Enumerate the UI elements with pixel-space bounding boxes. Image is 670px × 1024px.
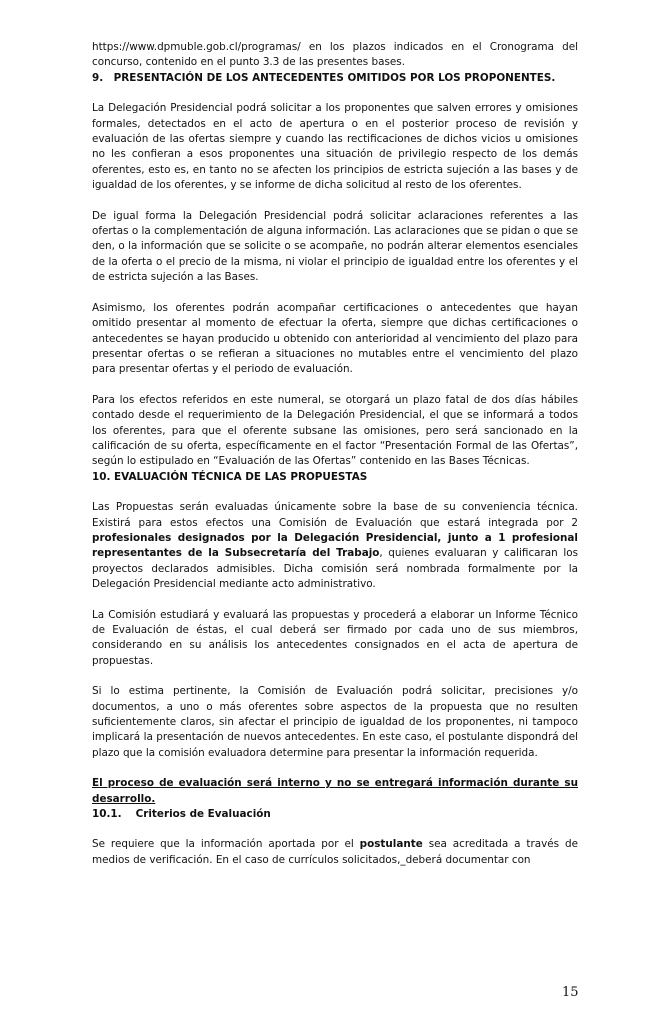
section-9-number: 9. (92, 71, 104, 84)
section-10-heading (92, 470, 578, 485)
section-10-1-heading (92, 807, 578, 822)
section-10-title: EVALUACIÓN TÉCNICA DE LAS PROPUESTAS (114, 470, 368, 483)
intro-paragraph: https://www.dpmuble.gob.cl/programas/ en los plazos indicados en el Cronograma del concurso, contenido en el punto 3.3 de las presentes bases. (92, 41, 578, 69)
section-10-notice (92, 776, 578, 807)
page-number: 15 (562, 985, 579, 1000)
section-10-1-p1-bold: postulante (359, 838, 423, 851)
section-10-paragraph-1 (92, 500, 578, 592)
section-9-paragraph-1: La Delegación Presidencial podrá solicitar a los proponentes que salven errores y omisiones formales, detectados en el acto de apertura o en el posterior proceso de revisión y evaluación de las ofertas siempre y cuando las rectificaciones de dichos vicios u omisiones no les confieran a esos proponentes una situación de privilegio respecto de los demás oferentes, esto es, en tanto no se afecten los principios de estricta sujeción a las bases y de igualdad de los oferentes, y se informe de dicha solicitud al resto de los oferentes. (92, 102, 578, 192)
section-10-p1-bold: profesionales designados por la Delegación Presidencial, junto a 1 profesional representantes de la Subsecretaría del Trabajo (92, 531, 578, 560)
section-10-1-p1-text-b: sea acreditada a través de medios de verificación. En el caso de currículos solicitados,_deberá documentar con (92, 838, 578, 866)
section-10-paragraph-3: Si lo estima pertinente, la Comisión de Evaluación podrá solicitar, precisiones y/o documentos, a uno o más oferentes sobre aspectos de la propuesta que no resulten suficientemente claros, sin afectar el principio de igualdad de los proponentes, ni tampoco implicará la presentación de nuevos antecedentes. En este caso, el postulante dispondrá del plazo que la comisión evaluadora determine para presentar la información requerida. (92, 685, 578, 759)
section-10-1-number: 10.1. (92, 808, 122, 821)
section-10-1-title: Criterios de Evaluación (135, 808, 271, 821)
section-10-1-p1-text-a: Se requiere que la información aportada por el (92, 838, 360, 851)
section-10-p1-text-b: , quienes evaluaran y calificaran los proyectos declarados admisibles. Dicha comisión será nombrada formalmente por la Delegación Presidencial mediante acto administrativo. (92, 547, 578, 591)
document-page (92, 40, 578, 868)
section-9-paragraph-3: Asimismo, los oferentes podrán acompañar certificaciones o antecedentes que hayan omitido presentar al momento de efectuar la oferta, siempre que dichas certificaciones o antecedentes se hayan producido u obtenido con anterioridad al vencimiento del plazo para presentar ofertas o se refieran a situaciones no mutables entre el vencimiento del plazo para presentar ofertas y el periodo de evaluación. (92, 301, 578, 376)
section-10-1-paragraph-1 (92, 837, 578, 868)
section-9-paragraph-4: Para los efectos referidos en este numeral, se otorgará un plazo fatal de dos días hábiles contado desde el requerimiento de la Delegación Presidencial, el que se informará a todos los oferentes, para que el oferente subsane las omisiones, pero será sancionado en la calificación de su oferta, específicamente en el factor “Presentación Formal de las Ofertas”, según lo estipulado en “Evaluación de las Ofertas” contenido en las Bases Técnicas. (92, 393, 578, 468)
section-9-title: PRESENTACIÓN DE LOS ANTECEDENTES OMITIDOS POR LOS PROPONENTES. (113, 71, 556, 84)
section-10-p1-text-a: Las Propuestas serán evaluadas únicamente sobre la base de su conveniencia técnica. Existirá para estos efectos una Comisión de Evaluación que estará integrada por 2 (92, 501, 578, 529)
section-10-notice-text: El proceso de evaluación será interno y no se entregará información durante su desarrollo. (92, 777, 578, 805)
section-9-heading (92, 71, 578, 86)
section-9-paragraph-2: De igual forma la Delegación Presidencial podrá solicitar aclaraciones referentes a las ofertas o la complementación de alguna información. Las aclaraciones que se pidan o que se den, o la información que se solicite o se acompañe, no podrán alterar elementos esenciales de la oferta o el precio de la misma, ni violar el principio de igualdad entre los oferentes y el de estricta sujeción a las Bases. (92, 209, 578, 284)
section-10-paragraph-2: La Comisión estudiará y evaluará las propuestas y procederá a elaborar un Informe Técnico de Evaluación de éstas, el cual deberá ser firmado por cada uno de sus miembros, considerando en su análisis los antecedentes consignados en el acta de apertura de propuestas. (92, 608, 578, 667)
section-10-number: 10. (92, 470, 111, 483)
